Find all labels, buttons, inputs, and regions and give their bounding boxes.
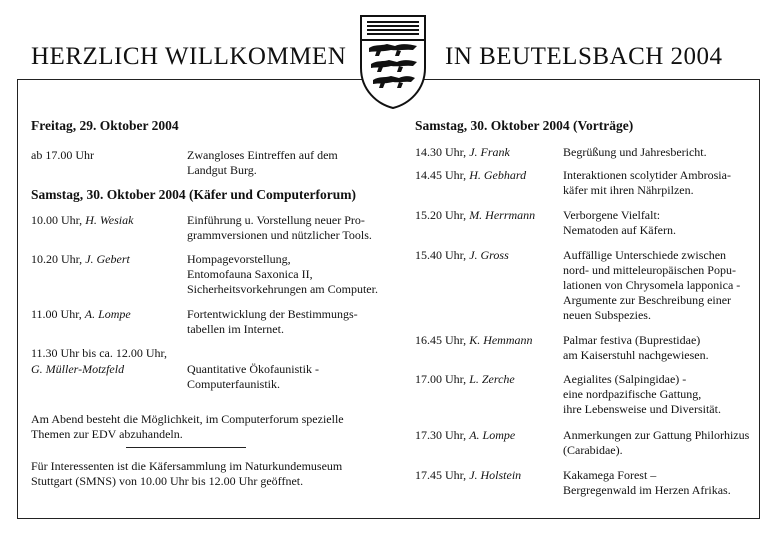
description-line: Aegialites (Salpingidae) - [563,372,687,386]
time-label: 17.45 Uhr, J. Holstein [415,468,522,482]
event-description [563,145,707,160]
speaker-name: M. Herrmann [469,208,536,222]
event-description [187,252,378,297]
description-line: Sicherheitsvorkehrungen am Computer. [187,282,378,296]
event-description [563,208,676,238]
note-line: Stuttgart (SMNS) von 10.00 Uhr bis 12.00 Uhr geöffnet. [31,474,304,488]
coat-of-arms-icon [357,10,429,110]
speaker-name: J. Holstein [469,468,522,482]
description-line: grammversionen und nützlicher Tools. [187,228,372,242]
divider [126,447,246,448]
time-label: 10.20 Uhr, J. Gebert [31,252,130,266]
speaker-name: H. Wesiak [85,213,134,227]
note-line: Themen zur EDV abzuhandeln. [31,427,183,441]
description-line: tabellen im Internet. [187,322,284,336]
speaker-name: A. Lompe [84,307,131,321]
event-description [563,168,731,198]
description-line: Verborgene Vielfalt: [563,208,661,222]
speaker-name: L. Zerche [469,372,515,386]
description-line: Hompagevorstellung, [187,252,291,266]
event-description [563,248,740,323]
time-label: 14.45 Uhr, H. Gebhard [415,168,527,182]
description-line: lationen von Chrysomela lapponica - [563,278,741,292]
friday-heading: Freitag, 29. Oktober 2004 [31,118,179,133]
saturday-heading: Samstag, 30. Oktober 2004 (Käfer und Computerforum) [31,187,356,202]
time-label: 14.30 Uhr, J. Frank [415,145,510,159]
time-label: 16.45 Uhr, K. Hemmann [415,333,533,347]
description-line: Argumente zur Beschreibung einer [563,293,732,307]
time-label: 11.00 Uhr, A. Lompe [31,307,131,321]
note-line: Für Interessenten ist die Käfersammlung im Naturkundemuseum [31,459,343,473]
description-line: am Kaiserstuhl nachgewiesen. [563,348,709,362]
description-line: eine nordpazifische Gattung, [563,387,702,401]
description-line: Palmar festiva (Buprestidae) [563,333,701,347]
description-line: Kakamega Forest – [563,468,657,482]
evening-note [31,412,344,442]
page-title-right: IN BEUTELSBACH 2004 [445,43,723,70]
speaker-name: J. Frank [469,145,510,159]
description-line: (Carabidae). [563,443,623,457]
time-label: 15.40 Uhr, J. Gross [415,248,509,262]
event-description [187,307,358,337]
description-line: Anmerkungen zur Gattung Philorhizus [563,428,750,442]
speaker-name: H. Gebhard [469,168,527,182]
time-label: 11.30 Uhr bis ca. 12.00 Uhr, [31,346,168,360]
event-description [563,372,721,417]
event-description [187,148,338,178]
speaker-name: G. Müller-Motzfeld [31,362,125,376]
description-line: Bergregenwald im Herzen Afrikas. [563,483,731,497]
description-line: Quantitative Ökofaunistik - [187,362,319,376]
event-description [187,213,372,243]
description-line: Interaktionen scolytider Ambrosia- [563,168,731,182]
note-line: Am Abend besteht die Möglichkeit, im Computerforum spezielle [31,412,344,426]
description-line: Nematoden auf Käfern. [563,223,676,237]
time-label: 17.30 Uhr, A. Lompe [415,428,516,442]
time-label: 10.00 Uhr, H. Wesiak [31,213,134,227]
description-line: käfer mit ihren Nährpilzen. [563,183,694,197]
talks-heading: Samstag, 30. Oktober 2004 (Vorträge) [415,118,634,133]
description-line: nord- und mitteleuropäischen Popu- [563,263,736,277]
description-line: Landgut Burg. [187,163,257,177]
event-description [563,468,731,498]
speaker-name: A. Lompe [469,428,516,442]
speaker-name: J. Gebert [85,252,130,266]
description-line: Entomofauna Saxonica II, [187,267,313,281]
time-label: ab 17.00 Uhr [31,148,94,162]
time-label: 17.00 Uhr, L. Zerche [415,372,515,386]
description-line: Einführung u. Vorstellung neuer Pro- [187,213,365,227]
description-line: Auffällige Unterschiede zwischen [563,248,727,262]
description-line: Computerfaunistik. [187,377,280,391]
time-label: 15.20 Uhr, M. Herrmann [415,208,536,222]
event-description [187,362,319,392]
speaker-name: J. Gross [469,248,509,262]
collection-note [31,459,342,489]
description-line: neuen Subspezies. [563,308,651,322]
page-title-left: HERZLICH WILLKOMMEN [31,43,347,70]
description-line: Begrüßung und Jahresbericht. [563,145,707,159]
description-line: Zwangloses Eintreffen auf dem [187,148,338,162]
speaker-name: K. Hemmann [469,333,533,347]
description-line: ihre Lebensweise und Diversität. [563,402,721,416]
event-description [563,333,709,363]
event-description [563,428,749,458]
description-line: Fortentwicklung der Bestimmungs- [187,307,358,321]
